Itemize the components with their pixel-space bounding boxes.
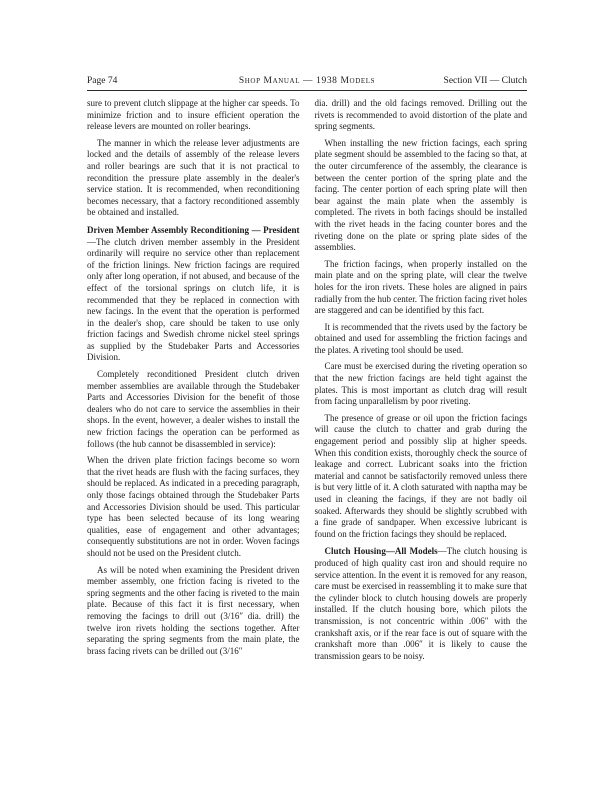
paragraph: dia. drill) and the old facings removed. Drilling out the rivets is recommended to avoid distortion of the plate and spring segments.	[314, 98, 527, 132]
paragraph: Driven Member Assembly Reconditioning — President—The clutch driven member assembly in the President ordinarily will require no service other than replacement of the friction linings. New friction facings are required only after long operation, if not abused, and because of the effect of the torsional springs on clutch life, it is recommended that they be replaced in connection with new facings. In the event that the operation is performed in the dealer's shop, care should be taken to use only friction facings and Swedish chrome nickel steel springs as supplied by the Studebaker Parts and Accessories Division.	[87, 224, 300, 363]
page-header	[87, 76, 527, 86]
text-columns	[87, 98, 527, 667]
paragraph-lead-bold: Clutch Housing—All Models	[324, 546, 438, 557]
paragraph: As will be noted when examining the President driven member assembly, one friction facing is riveted to the spring segments and the other facing is riveted to the main plate. Because of this fact it is first necessary, when removing the facings to drill out (3/16″ dia. drill) the twelve iron rivets holding the sections together. After separating the spring segments from the main plate, the brass facing rivets can be drilled out (3/16″	[87, 564, 300, 656]
paragraph: When installing the new friction facings, each spring plate segment should be assembled to the facing so that, at the outer circumference of the assembly, the clearance is between the center portion of the spring plate and the facing. The center portion of each spring plate will then bear against the main plate when the assembly is completed. The rivets in both facings should be installed with the rivet heads in the facing counter bores and the riveting done on the plate or spring plate sides of the assemblies.	[314, 137, 527, 253]
paragraph: sure to prevent clutch slippage at the higher car speeds. To minimize friction and to insure efficient operation the release levers are mounted on roller bearings.	[87, 98, 300, 132]
paragraph: It is recommended that the rivets used by the factory be obtained and used for assembling the friction facings and the plates. A riveting tool should be used.	[314, 321, 527, 355]
paragraph: Care must be exercised during the riveting operation so that the new friction facings are held tight against the plates. This is most important as clutch drag will result from facing unparallelism by poor riveting.	[314, 361, 527, 407]
paragraph: Clutch Housing—All Models—The clutch housing is produced of high quality cast iron and should require no service attention. In the event it is removed for any reason, care must be exercised in reassembling it to make sure that the cylinder block to clutch housing dowels are properly installed. If the clutch housing bore, which pilots the transmission, is not concentric within .006″ with the crankshaft axis, or if the rear face is out of square with the crankshaft more than .006″ it is likely to cause the transmission gears to be noisy.	[314, 546, 527, 661]
page-number: Page 74	[87, 76, 118, 86]
paragraph: The manner in which the release lever adjustments are locked and the details of assembly of the release levers and roller bearings are such that it is not practical to recondition the pressure plate assembly in the dealer's service station. It is recommended, when reconditioning becomes necessary, that a factory reconditioned assembly be obtained and installed.	[87, 137, 300, 218]
paragraph-lead-bold: Driven Member Assembly Reconditioning — President	[87, 224, 300, 235]
paragraph: The friction facings, when properly installed on the main plate and on the spring plate, will clear the twelve holes for the iron rivets. These holes are aligned in pairs radially from the hub center. The friction facing rivet holes are staggered and can be identified by this fact.	[314, 258, 527, 316]
paragraph: The presence of grease or oil upon the friction facings will cause the clutch to chatter and grab during the engagement period and possibly slip at higher speeds. When this condition exists, thoroughly check the source of leakage and correct. Lubricant soaks into the friction material and cannot be satisfactorily removed unless there is but very little of it. A cloth saturated with naptha may be used in cleaning the facings, if they are not badly oil soaked. Afterwards they should be slightly scrubbed with a fine grade of sandpaper. When excessive lubricant is found on the friction facings they should be replaced.	[314, 412, 527, 539]
header-rule	[87, 90, 527, 91]
section-title: Section VII — Clutch	[443, 76, 527, 86]
manual-title: Shop Manual — 1938 Models	[238, 76, 376, 86]
paragraph: When the driven plate friction facings become so worn that the rivet heads are flush with the facing surfaces, they should be replaced. As indicated in a preceding paragraph, only those facings obtained through the Studebaker Parts and Accessories Division should be used. This particular type has been selected because of its long wearing qualities, ease of engagement and other advantages; consequently substitutions are not in order. Woven facings should not be used on the President clutch.	[87, 455, 300, 558]
left-column	[87, 98, 300, 667]
paragraph: Completely reconditioned President clutch driven member assemblies are available through the Studebaker Parts and Accessories Division for the benefit of those dealers who do not care to service the assemblies in their shops. In the event, however, a dealer wishes to install the new friction facings the operation can be performed as follows (the hub cannot be disassembled in service):	[87, 369, 300, 449]
right-column	[315, 98, 528, 667]
